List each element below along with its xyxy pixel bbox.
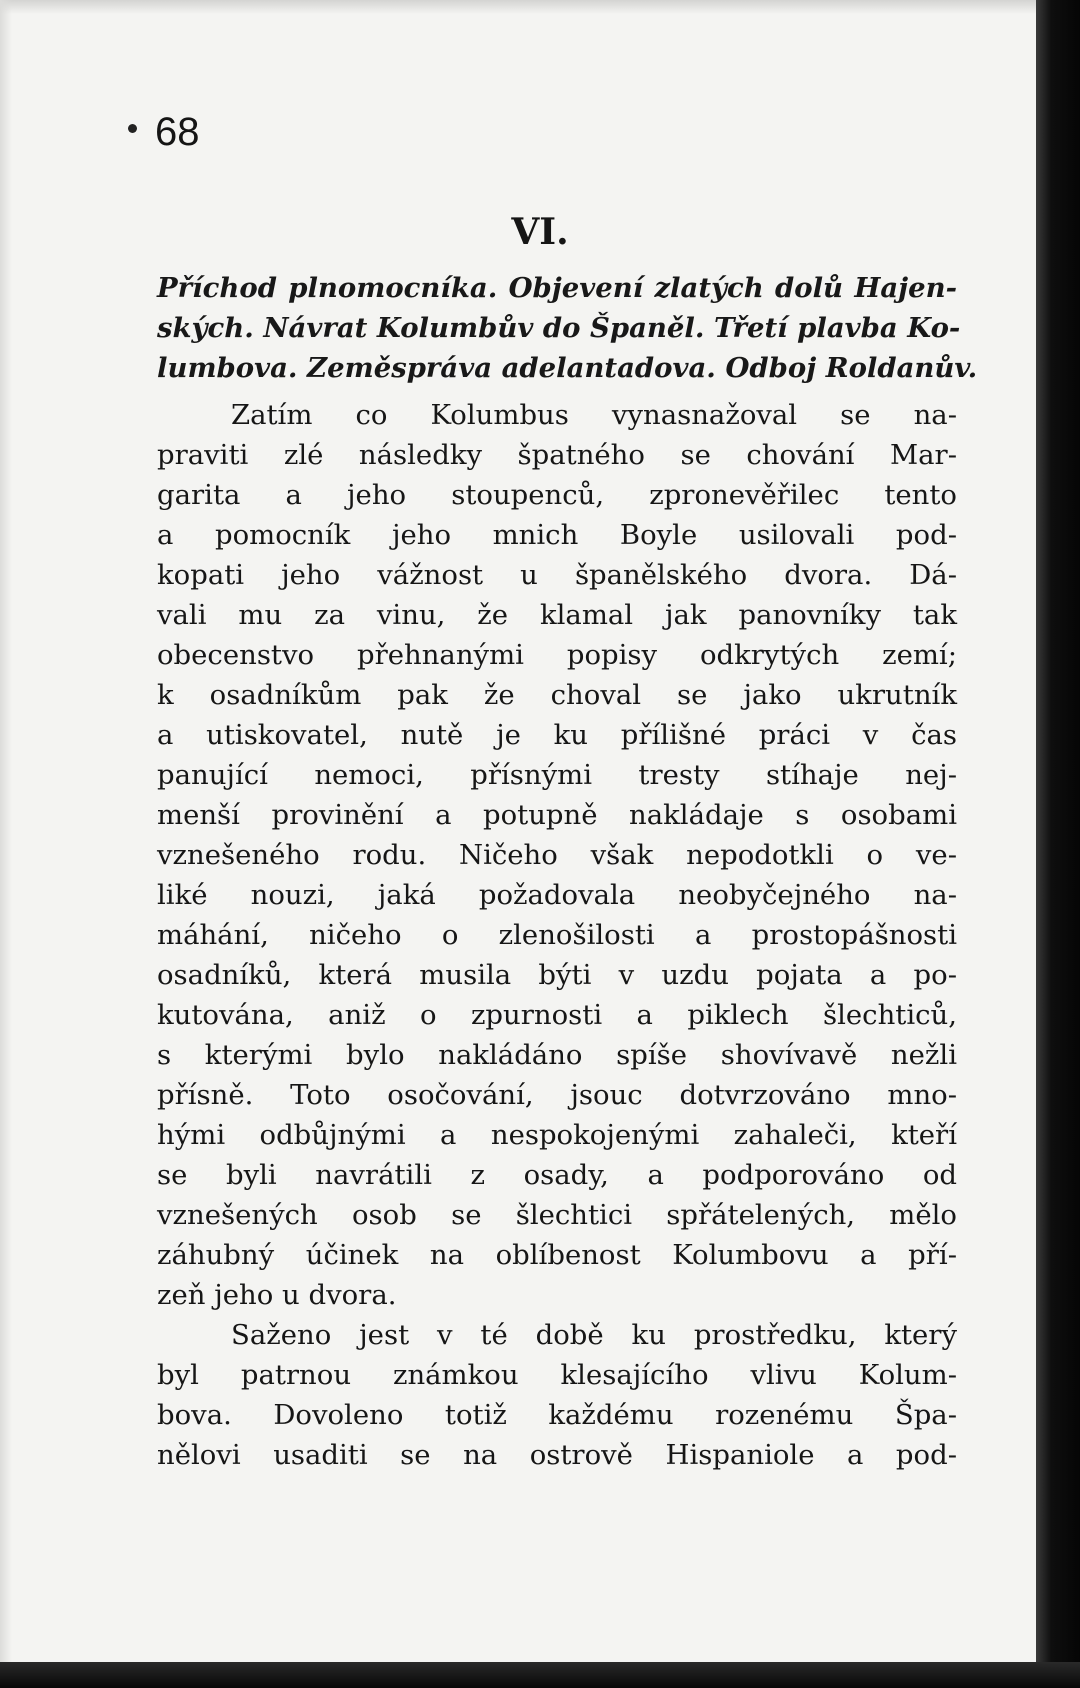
text-line: panující nemoci, přísnými tresty stíhaje nej- bbox=[157, 759, 957, 791]
text-line: se byli navrátili z osady, a podporováno od bbox=[157, 1159, 957, 1191]
paragraph-2 bbox=[157, 1315, 957, 1475]
page-number: 68 bbox=[155, 110, 200, 154]
scan-top-shadow bbox=[0, 0, 1036, 14]
text-line: vali mu za vinu, že klamal jak panovníky tak bbox=[157, 599, 957, 631]
text-line: máhání, ničeho o zlenošilosti a prostopášnosti bbox=[157, 919, 957, 951]
text-line: praviti zlé následky špatného se chování Mar- bbox=[157, 439, 957, 471]
text-line: menší provinění a potupně nakládaje s osobami bbox=[157, 799, 957, 831]
text-line: a pomocník jeho mnich Boyle usilovali pod- bbox=[157, 519, 957, 551]
scan-bottom-border bbox=[0, 1662, 1080, 1688]
text-line: a utiskovatel, nutě je ku přílišné práci v čas bbox=[157, 719, 957, 751]
text-line: osadníků, která musila býti v uzdu pojata a po- bbox=[157, 959, 957, 991]
text-line: byl patrnou známkou klesajícího vlivu Kolum- bbox=[157, 1359, 957, 1391]
text-line: přísně. Toto osočování, jsouc dotvrzováno mno- bbox=[157, 1079, 957, 1111]
text-line: k osadníkům pak že choval se jako ukrutník bbox=[157, 679, 957, 711]
text-line: Saženo jest v té době ku prostředku, který bbox=[231, 1319, 957, 1351]
text-line: obecenstvo přehnanými popisy odkrytých zemí; bbox=[157, 639, 957, 671]
summary-line: ských. Návrat Kolumbův do Španěl. Třetí plavba Ko- bbox=[157, 312, 961, 344]
text-line: garita a jeho stoupenců, zpronevěřilec tento bbox=[157, 479, 957, 511]
text-line: nělovi usaditi se na ostrově Hispaniole a pod- bbox=[157, 1439, 957, 1471]
text-line: Zatím co Kolumbus vynasnažoval se na- bbox=[231, 399, 957, 431]
text-line: kutována, aniž o zpurnosti a piklech šlechticů, bbox=[157, 999, 957, 1031]
text-line: vznešeného rodu. Ničeho však nepodotkli o ve- bbox=[157, 839, 957, 871]
text-line: bova. Dovoleno totiž každému rozenému Špa- bbox=[157, 1399, 957, 1431]
text-line: hými odbůjnými a nespokojenými zahaleči, kteří bbox=[157, 1119, 957, 1151]
summary-line: Příchod plnomocníka. Objevení zlatých dolů Hajen- bbox=[157, 272, 957, 304]
chapter-summary bbox=[157, 268, 978, 388]
body-text bbox=[157, 395, 957, 1475]
text-line: liké nouzi, jaká požadovala neobyčejného na- bbox=[157, 879, 957, 911]
text-line: kopati jeho vážnost u španělského dvora. Dá- bbox=[157, 559, 957, 591]
text-line: vznešených osob se šlechtici spřátelených, mělo bbox=[157, 1199, 957, 1231]
summary-line: lumbova. Zeměspráva adelantadova. Odboj Roldanův. bbox=[157, 352, 978, 384]
chapter-number: VI. bbox=[511, 211, 569, 253]
text-line: zeň jeho u dvora. bbox=[157, 1279, 397, 1311]
paragraph-1 bbox=[157, 395, 957, 1315]
text-line: s kterými bylo nakládáno spíše shovívavě nežli bbox=[157, 1039, 957, 1071]
text-line: záhubný účinek na oblíbenost Kolumbovu a pří- bbox=[157, 1239, 957, 1271]
page-bullet-dot bbox=[128, 124, 137, 133]
